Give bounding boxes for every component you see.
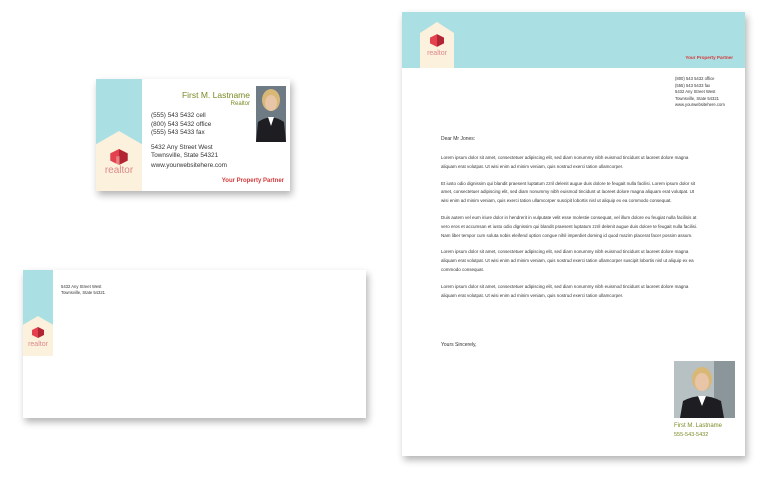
logo-wordmark: realtor xyxy=(427,50,447,57)
contact-line: Townsville, State 54321 xyxy=(675,95,719,101)
signature-name: First M. Lastname xyxy=(674,423,723,429)
house-logo-icon xyxy=(32,327,44,338)
body-paragraph: Lorem ipsum dolor sit amet, consectetuer adipiscing elit, sed diam nonummy nibh euismod tincidunt ut laoreet dolore magna aliquam erat volutpat. Ut wisi enim ad minim veniam, quis nostrud exerci tation ullamcorper. xyxy=(441,283,689,298)
card-website: www.yourwebsitehere.com xyxy=(151,162,228,169)
signature-photo xyxy=(674,361,735,418)
letterhead xyxy=(402,12,745,456)
letter-tagline: Your Property Partner xyxy=(685,55,733,60)
business-card xyxy=(96,79,290,191)
letter-greeting: Dear Mr Jones: xyxy=(441,136,476,142)
envelope xyxy=(23,270,366,418)
card-cell: (555) 543 5432 cell xyxy=(151,112,206,119)
card-office: (800) 543 5432 office xyxy=(151,120,212,128)
envelope-city: Townsville, State 54321 xyxy=(61,290,105,295)
body-paragraph: Lorem ipsum dolor sit amet, consectetuer adipiscing elit, sed diam nonummy nibh euismod tincidunt ut laoreet dolore magna aliquam erat volutpat. Ut wisi enim ad minim veniam, quis nostrud exerci tation ullamcorper suscipit lobortis nisl ut aliquip ex ea commodo consequat. xyxy=(441,249,694,272)
body-paragraph: Duis autem vel eum iriure dolor in hendrerit in vulputate velit esse molestie consequat, vel illum dolore eu feugiat nulla facilisis at vero eros et accumsan et iusto odio dignissim qui blandit praesent luptatum zzril delenit augue duis dolore te feugait nulla facilisi. Nam liber tempor cum soluta nobis eleifend option congue nihil imperdiet doming id quod mazim placerat facer possim assum. xyxy=(441,214,698,238)
house-logo-icon xyxy=(430,34,444,47)
logo-wordmark: realtor xyxy=(28,341,48,348)
signature-phone: 555-543-5432 xyxy=(674,432,709,438)
card-contact-block xyxy=(151,112,218,161)
letter-body xyxy=(441,154,701,308)
agent-photo xyxy=(256,86,286,142)
card-street: 5432 Any Street West xyxy=(151,143,213,151)
card-title: Realtor xyxy=(230,101,250,107)
letter-closing: Yours Sincerely, xyxy=(441,342,477,348)
return-address xyxy=(61,284,105,296)
card-tagline: Your Property Partner xyxy=(221,178,284,184)
letter-contact-block xyxy=(675,76,725,109)
body-paragraph: Lorem ipsum dolor sit amet, consectetuer adipiscing elit, sed diam nonummy nibh euismod tincidunt ut laoreet dolore magna aliquam erat volutpat. Ut wisi enim ad minim veniam, quis nostrud exerci tation ullamcorper. xyxy=(441,155,689,169)
card-name: First M. Lastname xyxy=(181,90,250,100)
contact-line: www.yourwebsitehere.com xyxy=(675,102,725,108)
contact-line: (555) 543 5433 fax xyxy=(675,82,711,88)
house-logo-icon xyxy=(110,149,128,165)
contact-line: (800) 543 5432 office xyxy=(675,76,715,81)
card-city: Townsville, State 54321 xyxy=(151,152,219,160)
card-fax: (555) 543 5433 fax xyxy=(151,129,205,137)
logo-wordmark: realtor xyxy=(104,165,134,176)
contact-line: 5432 Any Street West xyxy=(675,89,716,95)
envelope-street: 5432 Any Street West xyxy=(61,284,102,289)
body-paragraph: Et iusto odio dignissim qui blandit praesent luptatum zzril delenit augue duis dolore te feugait nulla facilisi. Lorem ipsum dolor sit amet, consectetuer adipiscing elit, sed diam nonummy nibh euismod tincidunt ut laoreet dolore magna aliquam erat volutpat. Ut wisi enim ad minim veniam, quis exerci tation ullamcorper suscipit lobortis nisl ut aliquip ex ea commodo consequat. xyxy=(441,180,696,204)
